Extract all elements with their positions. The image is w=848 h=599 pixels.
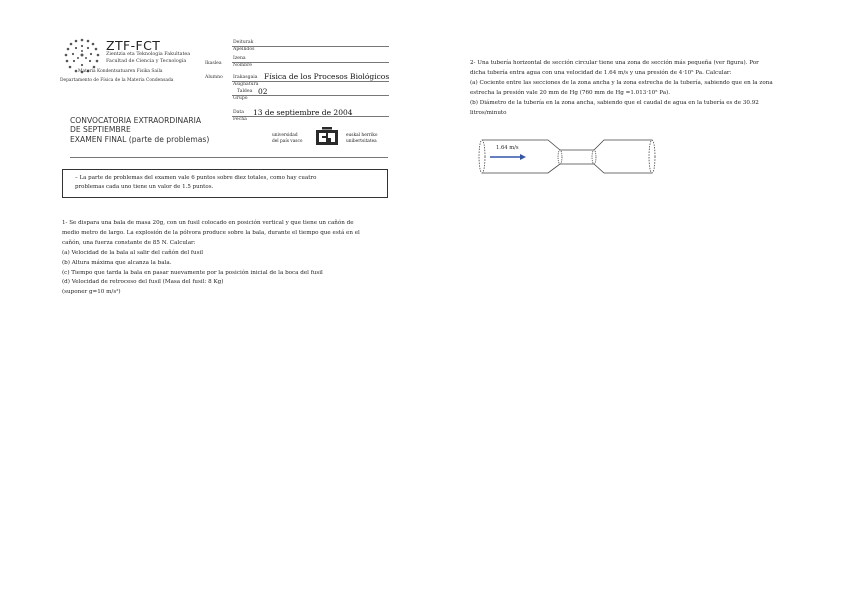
pipe-figure — [476, 136, 661, 178]
field-asignatura-label: Asignatura — [233, 82, 259, 87]
problem-2: 2- Una tubería horizontal de sección circular tiene una zona de sección más pequeña (ver figura). Por dicha tubería entra agua con una velocidad de 1.64 m/s y una presión de 4·10⁵ Pa. Calcular: (a) Cociente entre las secciones de la zona ancha y la zona estrecha de la tubería, sabiendo que en la zona estrecha la presión vale 20 mm de Hg (760 mm de Hg =1.013·10⁵ Pa). (b) Diámetro de la tubería en la zona ancha, sabiendo que el caudal de agua en la tubería es de 30.92 litros/minuto — [470, 60, 773, 116]
field-divider — [232, 46, 389, 47]
field-fecha-label: Fecha — [233, 117, 247, 122]
convocatoria-title: CONVOCATORIA EXTRAORDINARIA DE SEPTIEMBRE EXAMEN FINAL (parte de problemas) — [70, 116, 210, 144]
alumno-label: Alumno — [205, 75, 223, 80]
flow-arrow-icon — [490, 154, 526, 160]
field-grupo-value: 02 — [258, 87, 268, 96]
faculty-name-eu: Zientzia eta Teknologia Fakultatea — [106, 52, 191, 57]
field-apellidos-label: Apellidos — [233, 47, 255, 52]
university-logo-icon — [316, 127, 338, 145]
velocity-label: 1.64 m/s — [496, 145, 519, 151]
field-fecha-value: 13 de septiembre de 2004 — [253, 108, 353, 117]
field-divider — [232, 62, 389, 63]
ikaslea-label: Ikaslea — [205, 61, 222, 66]
field-nombre-label: Nombre — [233, 63, 252, 68]
field-irakasgaia-label: Irakasgaia — [233, 75, 258, 80]
field-grupo-label: Grupo — [233, 96, 248, 101]
university-name-es: universidad del país vasco — [272, 133, 303, 144]
section-divider — [70, 157, 388, 158]
faculty-name-es: Facultad de Ciencia y Tecnología — [106, 59, 187, 64]
university-name-eu: euskal herriko unibertsitatea — [346, 133, 378, 144]
field-divider — [232, 116, 389, 117]
department-name-eu: Materia Kondentsatuaren Fisika Saila — [78, 69, 163, 74]
problem-1: 1- Se dispara una bala de masa 20g, con un fusil colocado en posición vertical y que tiene un cañón de medio metro de largo. La explosión de la pólvora produce sobre la bala, durante el tiempo que está en el cañón, una fuerza constante de 85 N. Calcular: (a) Velocidad de la bala al salir del cañón del fusil (b) Altura máxima que alcanza la bala. (c) Tiempo que tarda la bala en pasar nuevamente por la posición inicial de la boca del fusil (d) Velocidad de retroceso del fusil (Masa del fusil: 8 Kg) (suponer g=10 m/s²) — [62, 220, 360, 296]
field-data-label: Data — [233, 110, 245, 115]
field-izena-label: Izena — [233, 56, 246, 61]
department-name-es: Departamento de Física de la Materia Condensada — [60, 78, 174, 83]
field-divider — [232, 95, 389, 96]
field-divider — [232, 81, 389, 82]
field-taldea-label: Taldea — [237, 89, 253, 94]
field-deiturak-label: Deiturak — [233, 40, 254, 45]
field-asignatura-value: Física de los Procesos Biológicos — [264, 72, 390, 81]
logo-title: ZTF-FCT — [106, 38, 161, 53]
note-text: – La parte de problemas del examen vale 6 puntos sobre diez totales, como hay cuatro problemas cada uno tiene un valor de 1.5 puntos. — [75, 175, 317, 190]
